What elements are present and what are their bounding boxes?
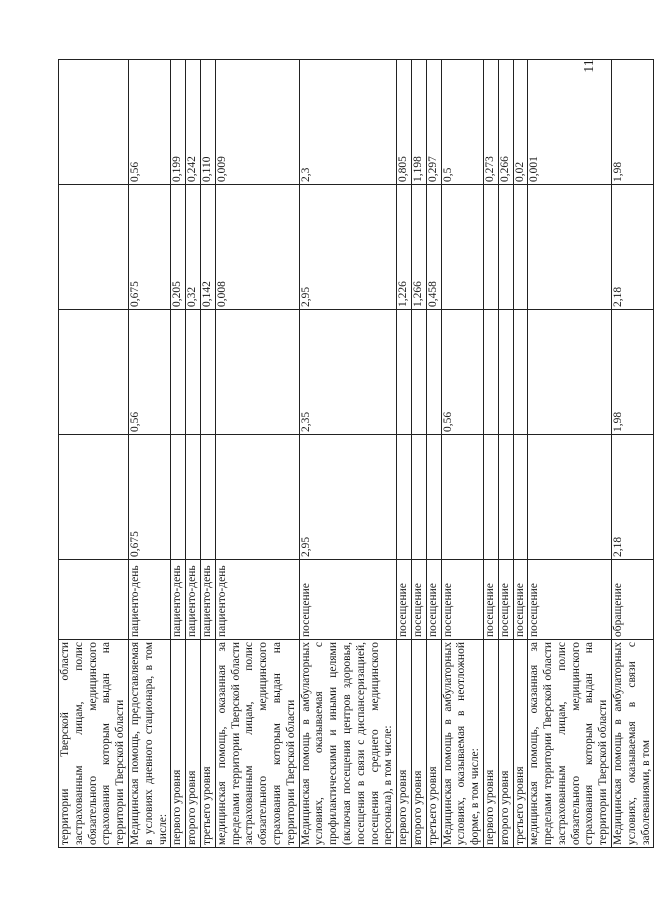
row-unit: пациенто-день bbox=[186, 560, 201, 640]
row-unit: пациенто-день bbox=[128, 560, 170, 640]
row-unit: посещение bbox=[397, 560, 412, 640]
row-value-4: 0,001 bbox=[528, 60, 612, 185]
row-value-1: 2,95 bbox=[299, 435, 397, 560]
row-unit: посещение bbox=[299, 560, 397, 640]
table-body bbox=[59, 60, 654, 848]
row-value-4: 0,199 bbox=[171, 60, 186, 185]
table-row bbox=[426, 60, 441, 848]
table-row bbox=[528, 60, 612, 848]
row-value-1 bbox=[186, 435, 201, 560]
row-value-1 bbox=[59, 435, 129, 560]
row-value-1 bbox=[411, 435, 426, 560]
row-unit: посещение bbox=[528, 560, 612, 640]
row-description: первого уровня bbox=[397, 640, 412, 848]
row-value-2 bbox=[498, 310, 513, 435]
row-description: второго уровня bbox=[411, 640, 426, 848]
row-value-3 bbox=[498, 185, 513, 310]
row-value-1 bbox=[441, 435, 483, 560]
row-value-3: 0,205 bbox=[171, 185, 186, 310]
row-value-1 bbox=[426, 435, 441, 560]
table-row bbox=[171, 60, 186, 848]
row-value-4: 0,242 bbox=[186, 60, 201, 185]
row-value-4: 0,56 bbox=[128, 60, 170, 185]
table-row bbox=[441, 60, 483, 848]
row-value-4: 0,02 bbox=[513, 60, 528, 185]
row-value-3 bbox=[513, 185, 528, 310]
row-value-3 bbox=[441, 185, 483, 310]
row-value-4: 1,98 bbox=[612, 60, 654, 185]
table-row bbox=[186, 60, 201, 848]
row-value-3: 0,458 bbox=[426, 185, 441, 310]
row-value-1 bbox=[215, 435, 299, 560]
table-row bbox=[200, 60, 215, 848]
row-value-3: 1,266 bbox=[411, 185, 426, 310]
table-row bbox=[513, 60, 528, 848]
row-description: медицинская помощь, оказанная за пределами территории Тверской области застрахованным лицам, полис обязательного медицинского страхования которым выдан на территории Тверской области bbox=[528, 640, 612, 848]
table-row bbox=[215, 60, 299, 848]
table-row bbox=[59, 60, 129, 848]
row-value-2 bbox=[215, 310, 299, 435]
table-row bbox=[411, 60, 426, 848]
row-unit: посещение bbox=[441, 560, 483, 640]
row-unit: посещение bbox=[513, 560, 528, 640]
row-value-1 bbox=[528, 435, 612, 560]
row-value-3: 1,226 bbox=[397, 185, 412, 310]
row-description: второго уровня bbox=[498, 640, 513, 848]
table-row bbox=[483, 60, 498, 848]
row-value-1 bbox=[397, 435, 412, 560]
row-unit: обращение bbox=[612, 560, 654, 640]
table-row bbox=[612, 60, 654, 848]
row-unit: пациенто-день bbox=[215, 560, 299, 640]
row-description: Медицинская помощь в амбулаторных условиях, оказываемая с профилактическими и иными целями (включая посещения центров здоровья, посещения в связи с диспансеризацией, посещения среднего медицинского персонала), в том числе: bbox=[299, 640, 397, 848]
row-value-2 bbox=[186, 310, 201, 435]
row-unit: пациенто-день bbox=[171, 560, 186, 640]
row-description: третьего уровня bbox=[200, 640, 215, 848]
row-description: Медицинская помощь в амбулаторных условиях, оказываемая в неотложной форме, в том числе: bbox=[441, 640, 483, 848]
row-value-2 bbox=[59, 310, 129, 435]
row-unit: посещение bbox=[426, 560, 441, 640]
volume-norms-table bbox=[58, 59, 654, 848]
row-description: второго уровня bbox=[186, 640, 201, 848]
row-unit: посещение bbox=[498, 560, 513, 640]
row-value-2 bbox=[200, 310, 215, 435]
row-value-3: 0,008 bbox=[215, 185, 299, 310]
row-unit: посещение bbox=[411, 560, 426, 640]
row-description: третьего уровня bbox=[426, 640, 441, 848]
row-value-2 bbox=[397, 310, 412, 435]
row-value-2 bbox=[483, 310, 498, 435]
row-value-3 bbox=[483, 185, 498, 310]
table-row bbox=[128, 60, 170, 848]
row-value-3: 0,142 bbox=[200, 185, 215, 310]
row-value-3 bbox=[528, 185, 612, 310]
row-description: Медицинская помощь, предоставляемая в условиях дневного стационара, в том числе: bbox=[128, 640, 170, 848]
row-unit bbox=[59, 560, 129, 640]
table-row bbox=[498, 60, 513, 848]
row-description: Медицинская помощь в амбулаторных условиях, оказываемая в связи с заболеваниями, в том bbox=[612, 640, 654, 848]
row-description: первого уровня bbox=[483, 640, 498, 848]
row-value-4: 0,273 bbox=[483, 60, 498, 185]
row-value-2: 0,56 bbox=[128, 310, 170, 435]
row-value-1 bbox=[171, 435, 186, 560]
table-row bbox=[397, 60, 412, 848]
row-value-4: 0,297 bbox=[426, 60, 441, 185]
row-value-2: 2,35 bbox=[299, 310, 397, 435]
row-value-3: 0,32 bbox=[186, 185, 201, 310]
row-value-4: 0,266 bbox=[498, 60, 513, 185]
row-value-4: 1,198 bbox=[411, 60, 426, 185]
row-value-2 bbox=[528, 310, 612, 435]
row-value-1 bbox=[498, 435, 513, 560]
row-value-4 bbox=[59, 60, 129, 185]
row-value-3: 0,675 bbox=[128, 185, 170, 310]
row-value-4: 0,110 bbox=[200, 60, 215, 185]
row-value-1: 0,675 bbox=[128, 435, 170, 560]
row-value-3 bbox=[59, 185, 129, 310]
table-row bbox=[299, 60, 397, 848]
row-value-2 bbox=[513, 310, 528, 435]
row-description: территории Тверской области застрахованным лицам, полис обязательного медицинского страхования которым выдан на территории Тверской области bbox=[59, 640, 129, 848]
row-value-4: 0,805 bbox=[397, 60, 412, 185]
row-value-2: 1,98 bbox=[612, 310, 654, 435]
row-value-3: 2,95 bbox=[299, 185, 397, 310]
rotated-table-sheet bbox=[58, 60, 652, 848]
row-value-1: 2,18 bbox=[612, 435, 654, 560]
row-value-1 bbox=[483, 435, 498, 560]
row-unit: посещение bbox=[483, 560, 498, 640]
row-value-1 bbox=[513, 435, 528, 560]
row-description: третьего уровня bbox=[513, 640, 528, 848]
row-value-4: 0,5 bbox=[441, 60, 483, 185]
row-value-4: 2,3 bbox=[299, 60, 397, 185]
row-value-1 bbox=[200, 435, 215, 560]
row-description: первого уровня bbox=[171, 640, 186, 848]
row-value-2: 0,56 bbox=[441, 310, 483, 435]
row-value-4: 0,009 bbox=[215, 60, 299, 185]
row-value-2 bbox=[411, 310, 426, 435]
page-number: 11 bbox=[582, 59, 597, 73]
row-value-3: 2,18 bbox=[612, 185, 654, 310]
row-value-2 bbox=[426, 310, 441, 435]
row-description: медицинская помощь, оказанная за пределами территории Тверской области застрахованным лицам, полис обязательного медицинского страхования которым выдан на территории Тверской области bbox=[215, 640, 299, 848]
row-value-2 bbox=[171, 310, 186, 435]
row-unit: пациенто-день bbox=[200, 560, 215, 640]
